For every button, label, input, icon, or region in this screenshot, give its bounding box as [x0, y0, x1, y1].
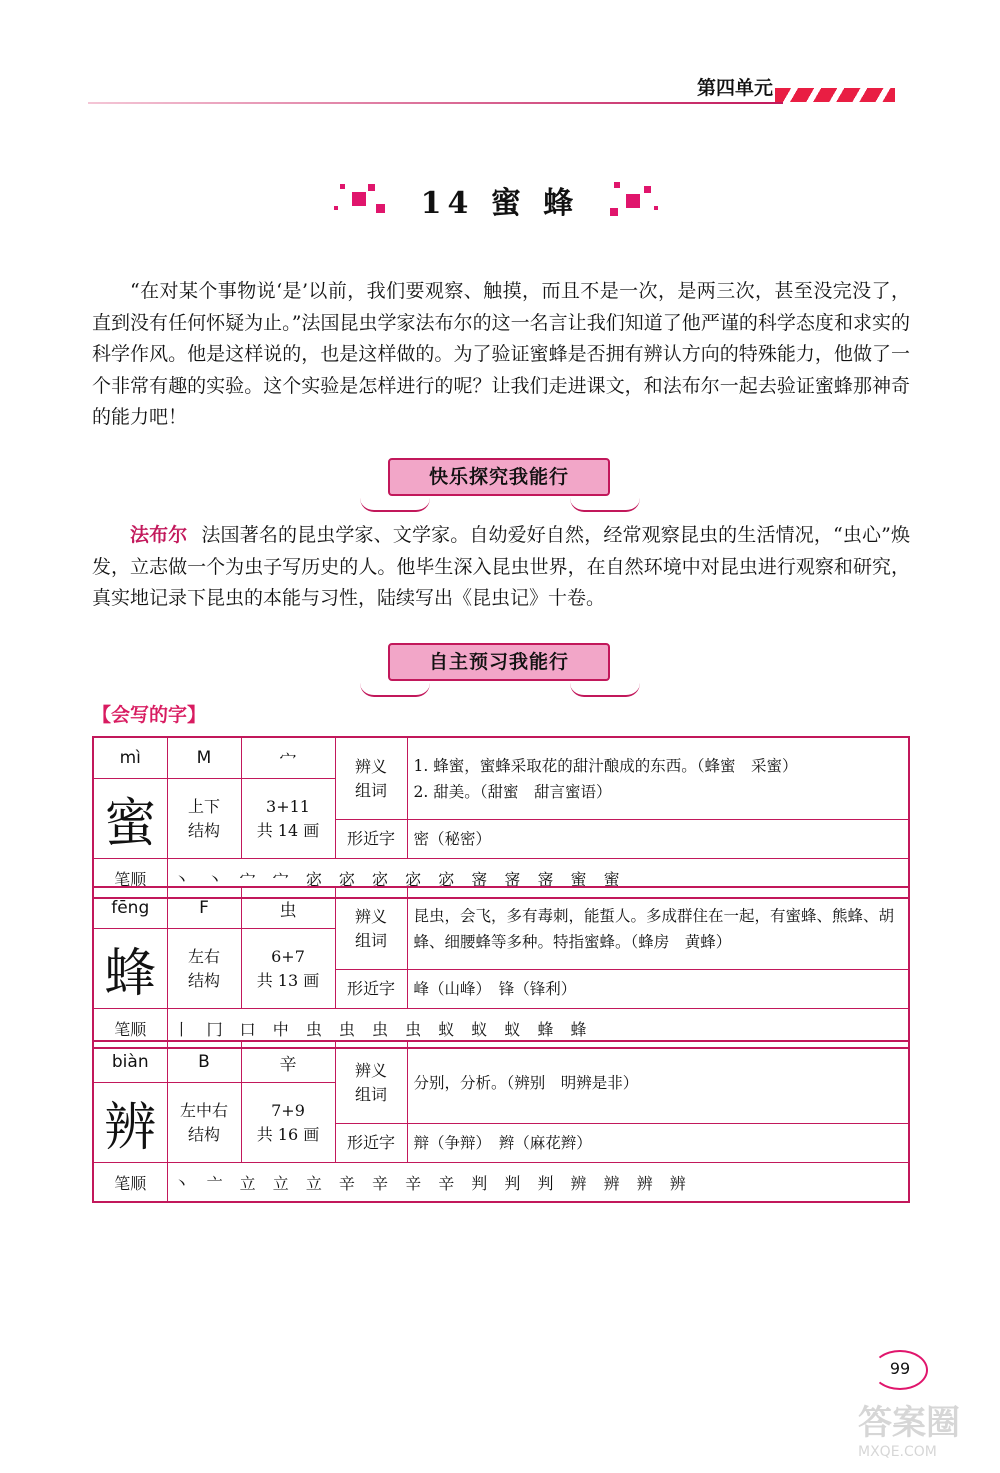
section-banner-preview [360, 643, 640, 701]
initial-letter-cell: F [167, 887, 241, 929]
author-paragraph [92, 520, 910, 615]
section-title: 快乐探究我能行 [388, 458, 610, 496]
meaning-label: 辨义 组词 [335, 1041, 407, 1124]
banner-swirl-right [570, 683, 640, 697]
section-banner-explore [360, 458, 640, 516]
header-stripes [775, 88, 895, 102]
similar-text: 辩（争辩） 辫（麻花辫） [407, 1124, 909, 1163]
stroke-count-cell: 3+11 共 14 画 [241, 779, 335, 859]
stroke-count-cell: 7+9 共 16 画 [241, 1083, 335, 1163]
character-card [92, 736, 910, 899]
lesson-title: 14 蜜 蜂 [420, 186, 580, 221]
radical-cell: 宀 [241, 737, 335, 779]
character-card [92, 1040, 910, 1203]
stroke-order-text: 丶 丶 宀 宀 宓 宓 宓 宓 宓 宻 宻 宻 蜜 蜜 [167, 859, 909, 899]
stroke-order-text: 丶 亠 立 立 立 辛 辛 辛 辛 判 判 判 辨 辨 辨 辨 [167, 1163, 909, 1203]
unit-title: 第四单元 [696, 77, 773, 99]
banner-swirl-left [360, 498, 430, 512]
similar-label: 形近字 [335, 820, 407, 859]
write-characters-label: 【会写的字】 [92, 704, 207, 726]
author-text: 法国著名的昆虫学家、文学家。自幼爱好自然，经常观察昆虫的生活情况，“虫心”焕发，立志做一个为虫子写历史的人。他毕生深入昆虫世界，在自然环境中对昆虫进行观察和研究，真实地记录下昆虫的本能与习性，陆续写出《昆虫记》十卷。 [92, 524, 910, 609]
initial-letter-cell: B [167, 1041, 241, 1083]
meaning-text: 1. 蜂蜜，蜜蜂采取花的甜汁酿成的东西。（蜂蜜 采蜜） 2. 甜美。（甜蜜 甜言蜜语） [407, 737, 909, 820]
banner-swirl-left [360, 683, 430, 697]
initial-letter-cell: M [167, 737, 241, 779]
meaning-text: 昆虫，会飞，多有毒刺，能蜇人。多成群住在一起，有蜜蜂、熊蜂、胡蜂、细腰蜂等多种。特指蜜蜂。（蜂房 黄蜂） [407, 887, 909, 970]
pinyin-cell: mì [93, 737, 167, 779]
character-glyph: 辨 [93, 1083, 167, 1163]
structure-cell: 左右 结构 [167, 929, 241, 1009]
similar-text: 峰（山峰） 锋（锋利） [407, 970, 909, 1009]
meaning-label: 辨义 组词 [335, 887, 407, 970]
unit-header [88, 72, 903, 106]
title-deco-left [332, 178, 396, 222]
section-title: 自主预习我能行 [388, 643, 610, 681]
radical-cell: 辛 [241, 1041, 335, 1083]
watermark-logo: 答案圈 [858, 1403, 960, 1443]
title-deco-right [604, 178, 668, 222]
similar-label: 形近字 [335, 970, 407, 1009]
similar-label: 形近字 [335, 1124, 407, 1163]
page-number [872, 1350, 928, 1390]
header-rule [88, 102, 783, 104]
meaning-text: 分别，分析。（辨别 明辨是非） [407, 1041, 909, 1124]
lesson-title-block [0, 178, 1000, 222]
watermark-url: MXQE.COM [858, 1444, 937, 1460]
watermark [858, 1395, 988, 1465]
structure-cell: 上下 结构 [167, 779, 241, 859]
stroke-order-text: 丨 冂 口 中 虫 虫 虫 虫 蚁 蚁 蚁 蜂 蜂 [167, 1009, 909, 1049]
character-glyph: 蜜 [93, 779, 167, 859]
meaning-label: 辨义 组词 [335, 737, 407, 820]
stroke-count-cell: 6+7 共 13 画 [241, 929, 335, 1009]
stroke-order-label: 笔顺 [93, 1009, 167, 1049]
similar-text: 密（秘密） [407, 820, 909, 859]
author-name: 法布尔 [130, 524, 188, 546]
banner-swirl-right [570, 498, 640, 512]
radical-cell: 虫 [241, 887, 335, 929]
page-number-text: 99 [889, 1359, 911, 1378]
structure-cell: 左中右 结构 [167, 1083, 241, 1163]
stroke-order-label: 笔顺 [93, 1163, 167, 1203]
intro-paragraph: “在对某个事物说‘是’以前，我们要观察、触摸，而且不是一次，是两三次，甚至没完没了，直到没有任何怀疑为止。”法国昆虫学家法布尔的这一名言让我们知道了他严谨的科学态度和求实的科学作风。他是这样说的，也是这样做的。为了验证蜜蜂是否拥有辨认方向的特殊能力，他做了一个非常有趣的实验。这个实验是怎样进行的呢？让我们走进课文，和法布尔一起去验证蜜蜂那神奇的能力吧！ [92, 280, 910, 428]
pinyin-cell: biàn [93, 1041, 167, 1083]
character-card [92, 886, 910, 1049]
pinyin-cell: fēng [93, 887, 167, 929]
stroke-order-label: 笔顺 [93, 859, 167, 899]
character-glyph: 蜂 [93, 929, 167, 1009]
